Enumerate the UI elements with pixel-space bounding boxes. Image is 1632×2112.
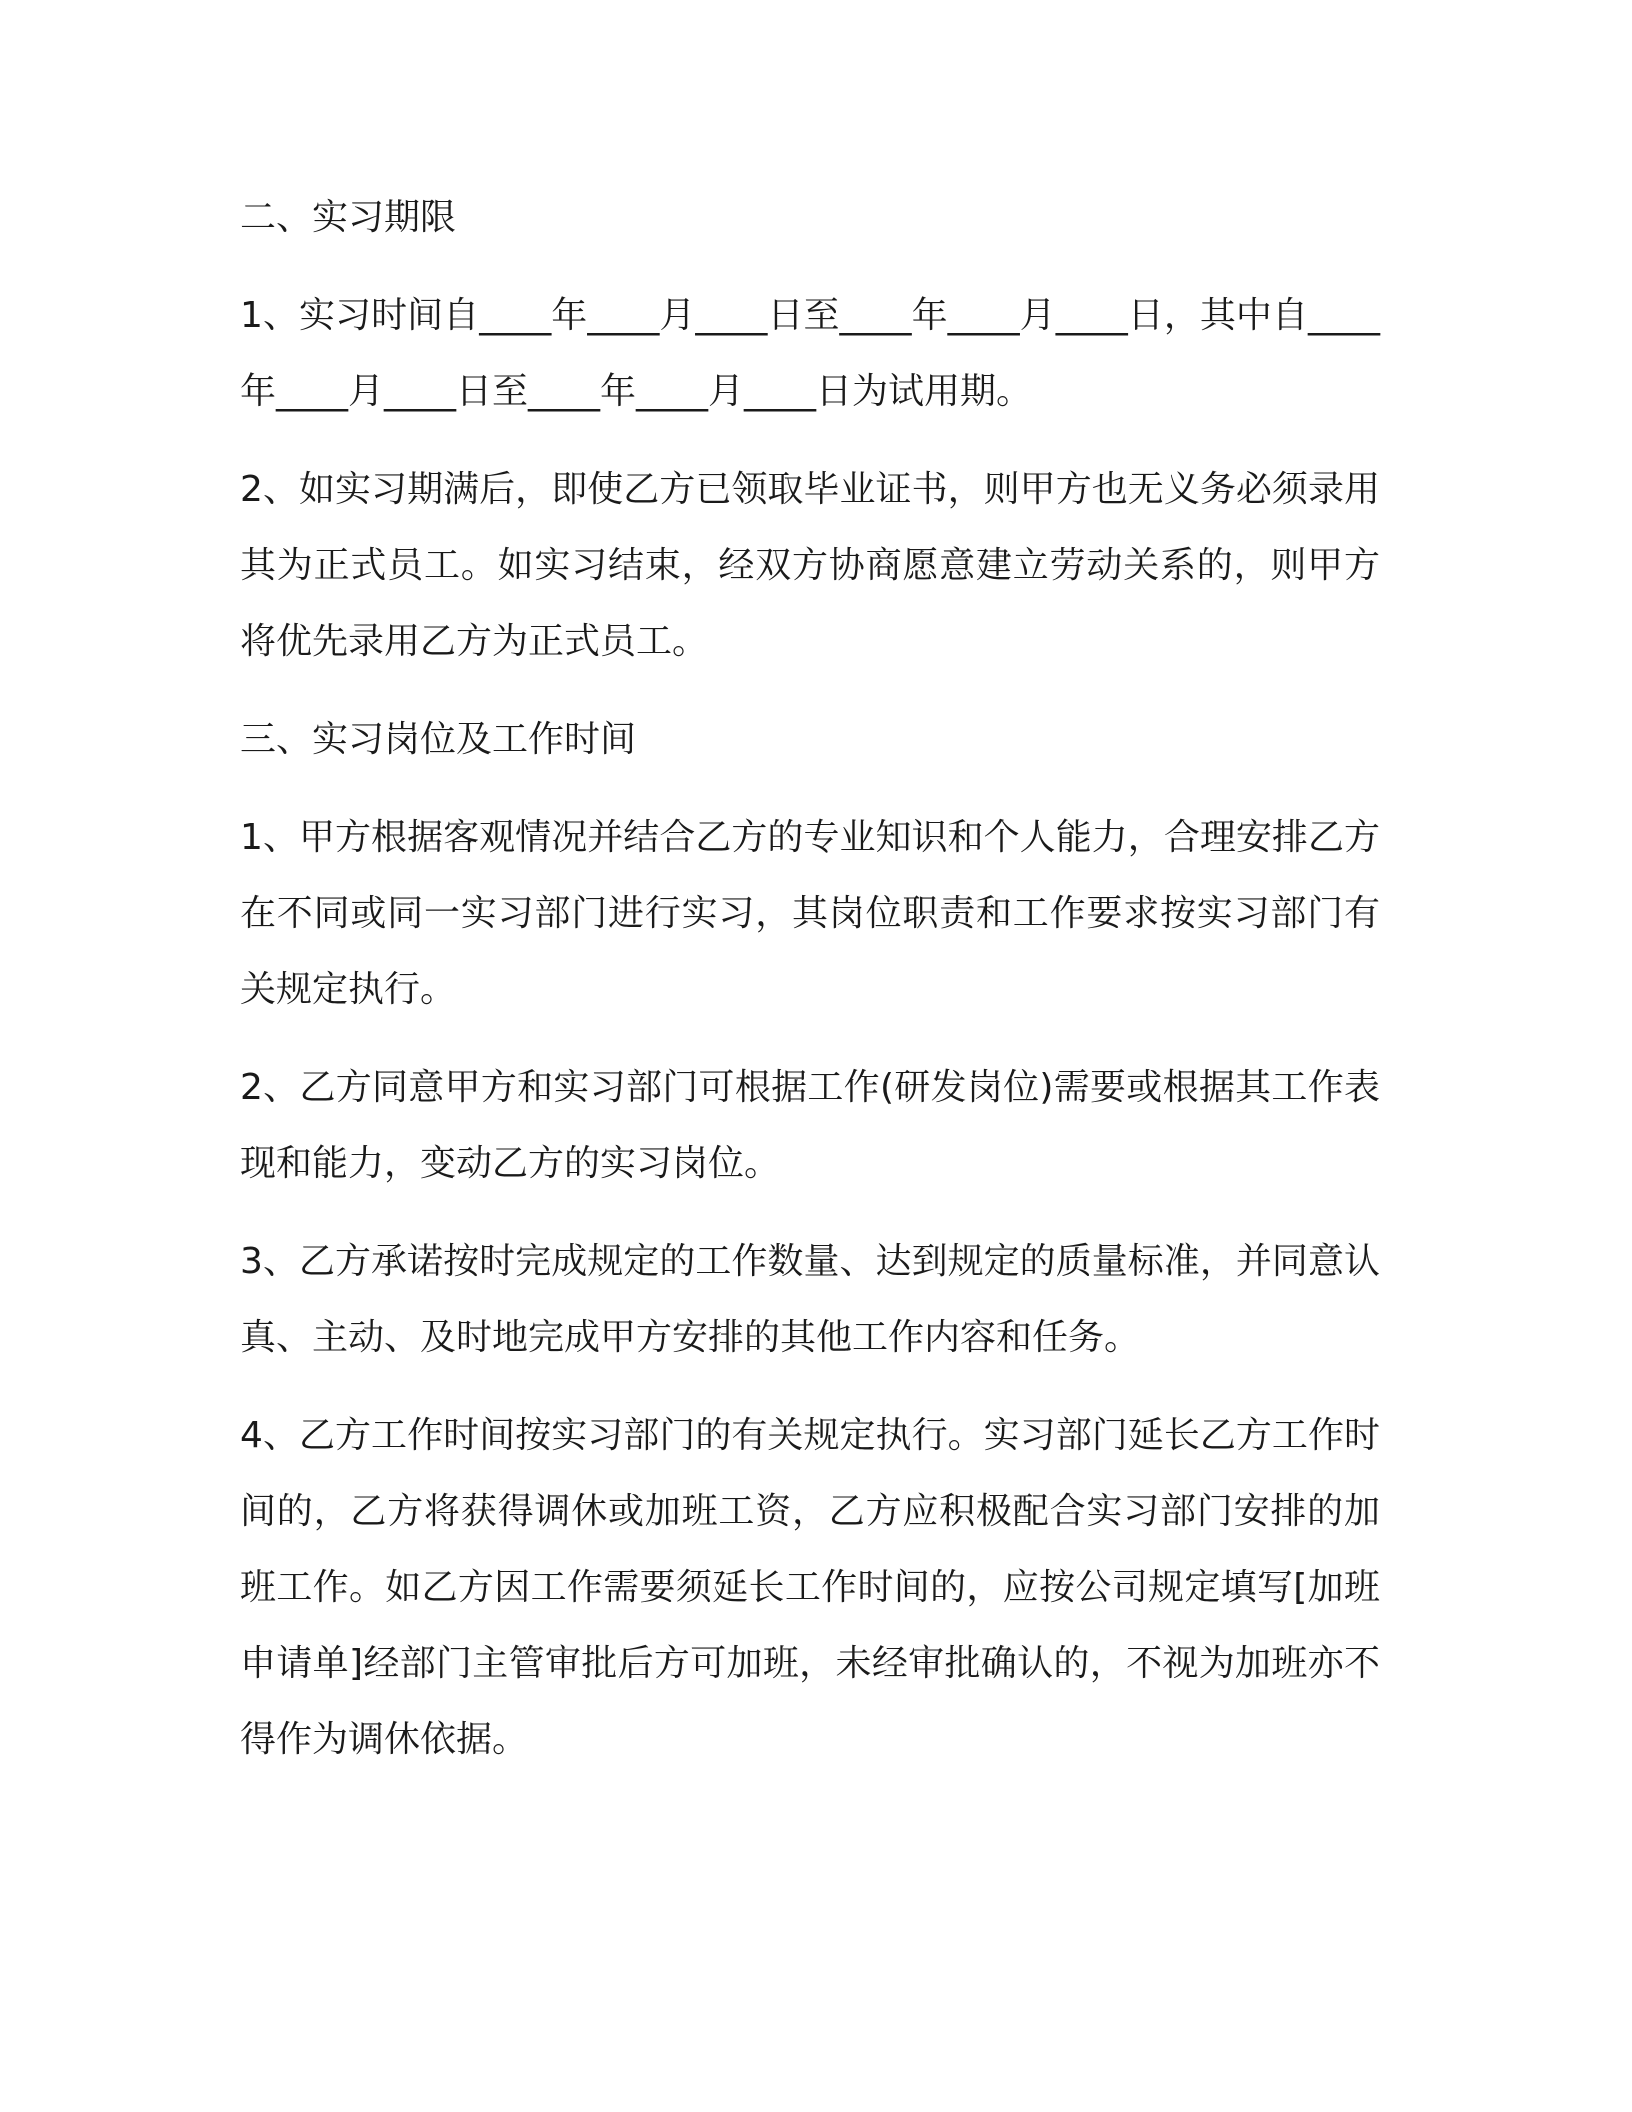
- paragraph-position-arrangement: 1、甲方根据客观情况并结合乙方的专业知识和个人能力，合理安排乙方在不同或同一实习部门进行实习，其岗位职责和工作要求按实习部门有关规定执行。: [240, 817, 1380, 1010]
- paragraph-internship-dates: 1、实习时间自____年____月____日至____年____月____日，其中自____年____月____日至____年____月____日为试用期。: [240, 295, 1380, 412]
- section-heading-position-and-hours: 三、实习岗位及工作时间: [240, 719, 637, 760]
- paragraph-working-hours: 4、乙方工作时间按实习部门的有关规定执行。实习部门延长乙方工作时间的，乙方将获得调休或加班工资，乙方应积极配合实习部门安排的加班工作。如乙方因工作需要须延长工作时间的，应按公司规定填写[加班申请单]经部门主管审批后方可加班，未经审批确认的，不视为加班亦不得作为调休依据。: [240, 1415, 1380, 1760]
- paragraph-position-change: 2、乙方同意甲方和实习部门可根据工作(研发岗位)需要或根据其工作表现和能力，变动乙方的实习岗位。: [240, 1067, 1380, 1184]
- paragraph-employment-after-internship: 2、如实习期满后，即使乙方已领取毕业证书，则甲方也无义务必须录用其为正式员工。如实习结束，经双方协商愿意建立劳动关系的，则甲方将优先录用乙方为正式员工。: [240, 469, 1380, 662]
- section-heading-internship-period: 二、实习期限: [240, 197, 457, 238]
- document-body: [240, 180, 1380, 1800]
- paragraph-work-commitment: 3、乙方承诺按时完成规定的工作数量、达到规定的质量标准，并同意认真、主动、及时地完成甲方安排的其他工作内容和任务。: [240, 1241, 1380, 1358]
